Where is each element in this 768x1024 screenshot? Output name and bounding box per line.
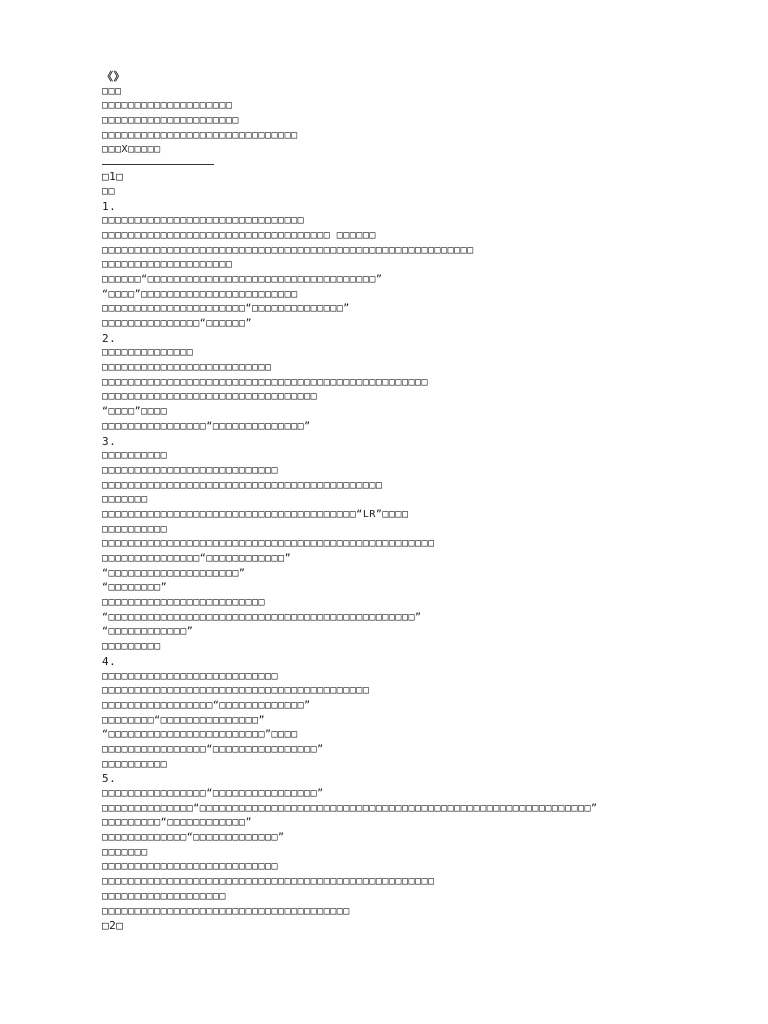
section-number: 5. (102, 772, 117, 786)
body-line: “□□□□□□□□□□□□” (102, 626, 194, 638)
body-line: □□□□□□□□□□ (102, 450, 168, 462)
header-divider (102, 164, 214, 165)
document-page (102, 70, 742, 934)
body-line: “□□□□□□□□□□□□□□□□□□□□” (102, 567, 246, 579)
body-line: □□□□□□□□□□□□□□□□□□□□□□□□□□□□□□□□□□□□□□□□□□□□□□□□□□□□□□□□□ (102, 244, 474, 256)
body-line: □□□□□□□□□□□□□□□□□□□□ (102, 259, 233, 271)
body-line: □□□□□□□□□□□□□□“□□□□□□□□□□□□□□□□□□□□□□□□□□□□□□□□□□□□□□□□□□□□□□□□□□□□□□□□□□□□” (102, 802, 598, 814)
section-number: 1. (102, 199, 117, 213)
body-line: □□□□□□□□“□□□□□□□□□□□□□□□” (102, 714, 266, 726)
body-line: □□□□□□□□□□□□□□□□“□□□□□□□□□□□□□□□□” (102, 788, 324, 799)
body-line: □□□□□□□□□□□□□□□□□“□□□□□□□□□□□□□” (102, 699, 311, 711)
body-line: □□□□□□□□□□□□□□□□□□□□□□□□□□ (102, 362, 272, 374)
body-line: □□□□□□□□□□ (102, 758, 168, 770)
body-line: □□□□□□□□□□□□□□□□□□□□□□□□□□□□□□□□□□□□□□□□□□□□□□□□□□□ (102, 876, 435, 888)
body-line: “□□□□□□□□□□□□□□□□□□□□□□□□”□□□□ (102, 729, 298, 741)
body-line: □□□□□□□ (102, 846, 148, 858)
header-line: □□□□□□□□□□□□□□□□□□□□□□□□□□□□□□ (102, 129, 298, 141)
body-line: □□□□□□□□□□□□□□□□□□□□□□□□□□□ (102, 464, 279, 476)
body-line: “□□□□□□□□” (102, 582, 168, 594)
page-marker: □2□ (102, 919, 124, 933)
body-line: □□□□□□□□□□□□□□□□□□□□□□“□□□□□□□□□□□□□□” (102, 303, 350, 315)
body-line: □□□□□□□□□□□□□□ (102, 347, 194, 359)
body-line: □□□□□□□□□□□□□□□□□□□□□□□□□□□□□□□□□□□□□□□□□□□□□□□□□□ (102, 376, 429, 388)
page-marker: □1□ (102, 170, 124, 184)
body-line: “□□□□”□□□□ (102, 406, 168, 418)
body-line: □□ (102, 185, 116, 197)
body-line: □□□□□□□□□□□□□□□□□□□□□□□□□□□□□□□□□□□□□□□“LR”□□□□ (102, 508, 409, 520)
body-line: □□□□□□□□□□□□□□□□□□□□□□□□□□□□□□□□□ (102, 391, 318, 403)
body-line: □□□□□□□□□□□□□□□□□□□ (102, 890, 226, 902)
body-line: □□□□□□□□□ (102, 641, 161, 653)
body-line: “□□□□□□□□□□□□□□□□□□□□□□□□□□□□□□□□□□□□□□□□□□□□□□□” (102, 611, 422, 623)
body-line: □□□□□□□□□□□□□□□□□□□□□□□□□□□□□□□□□□□□□□□□□□□□□□□□□□□ (102, 538, 435, 550)
body-line: □□□□□□□□□“□□□□□□□□□□□□” (102, 817, 252, 829)
body-line: □□□□□□□□□□□□□□□□□□□□□□□□□□□□□□□□□□□□□□ (102, 905, 350, 917)
header-line: □□□X□□□□□ (102, 144, 161, 156)
body-line: □□□□□□□□□□□□□“□□□□□□□□□□□□□” (102, 832, 285, 844)
body-line: □□□□□□□□□□□□□□□□□□□□□□□□□□□□□□□□□□□ □□□□□□ (102, 229, 376, 241)
book-title-brackets: 《》 (102, 70, 125, 83)
header-line: □□□ (102, 85, 122, 97)
body-line: □□□□□□□□□□□□□□□□□□□□□□□□□□□□□□□□□□□□□□□□□ (102, 685, 370, 697)
body-line: □□□□□□□□□□□□□□□□□□□□□□□□□□□ (102, 861, 279, 873)
header-line: □□□□□□□□□□□□□□□□□□□□ (102, 100, 233, 112)
body-line: □□□□□□□□□□□□□□□“□□□□□□” (102, 318, 252, 329)
section-number: 4. (102, 654, 117, 668)
header-line: □□□□□□□□□□□□□□□□□□□□□ (102, 115, 239, 127)
body-line: “□□□□”□□□□□□□□□□□□□□□□□□□□□□□□ (102, 288, 298, 300)
body-line: □□□□□□□□□□□□□□□“□□□□□□□□□□□□” (102, 553, 292, 564)
document-body (102, 170, 742, 934)
body-line: □□□□□□□□□□□□□□□□“□□□□□□□□□□□□□□□□” (102, 743, 324, 755)
body-line: □□□□□□□□□□□□□□□□“□□□□□□□□□□□□□□” (102, 420, 311, 432)
body-line: □□□□□□□□□□□□□□□□□□□□□□□□□ (102, 597, 266, 609)
body-line: □□□□□□“□□□□□□□□□□□□□□□□□□□□□□□□□□□□□□□□□□□” (102, 273, 383, 285)
section-number: 2. (102, 331, 117, 345)
body-line: □□□□□□□□□□ (102, 523, 168, 535)
body-line: □□□□□□□ (102, 494, 148, 506)
body-line: □□□□□□□□□□□□□□□□□□□□□□□□□□□ (102, 670, 279, 682)
body-line: □□□□□□□□□□□□□□□□□□□□□□□□□□□□□□□□□□□□□□□□□□□ (102, 479, 383, 491)
section-number: 3. (102, 434, 117, 448)
body-line: □□□□□□□□□□□□□□□□□□□□□□□□□□□□□□□ (102, 215, 305, 227)
